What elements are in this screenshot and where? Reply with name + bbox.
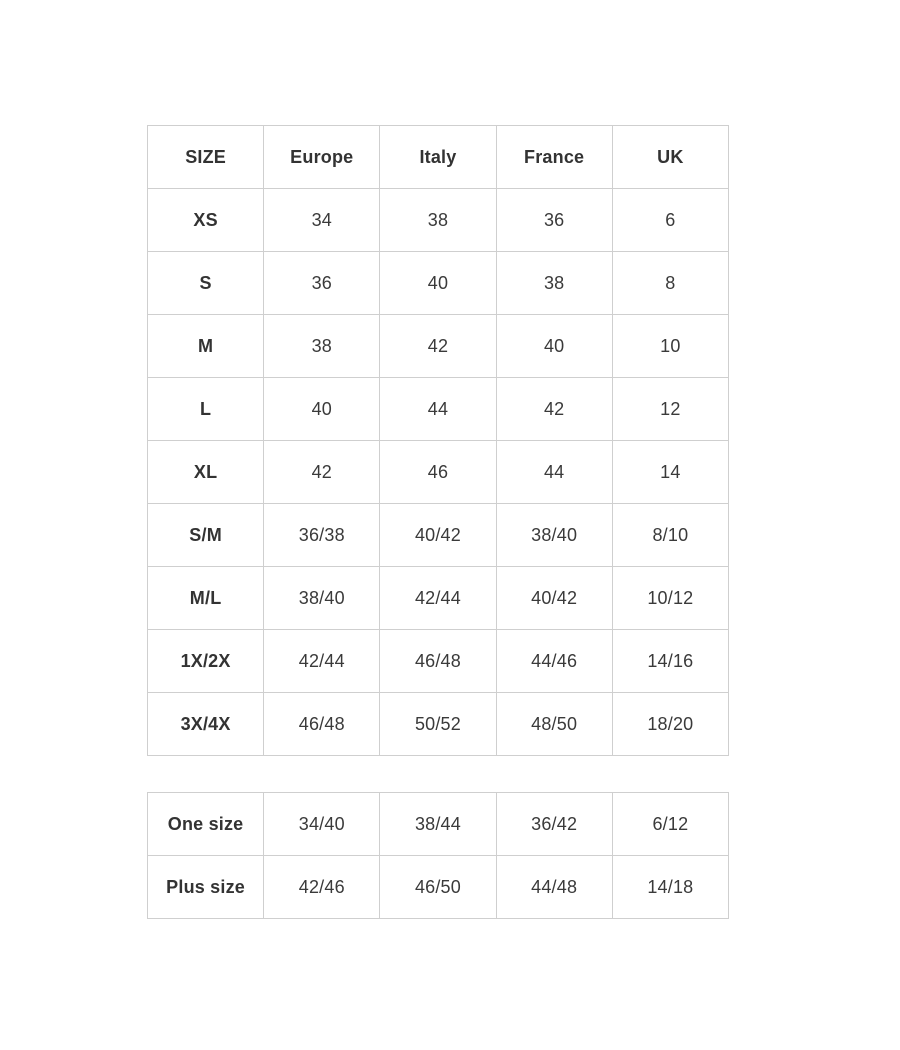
special-sizes-table <box>147 792 729 919</box>
size-value-cell: 12 <box>612 378 728 441</box>
size-value-cell: 6 <box>612 189 728 252</box>
size-label-cell: XL <box>148 441 264 504</box>
size-value-cell: 42 <box>496 378 612 441</box>
size-value-cell: 6/12 <box>612 793 728 856</box>
size-value-cell: 42/44 <box>264 630 380 693</box>
size-value-cell: 40 <box>264 378 380 441</box>
size-value-cell: 40/42 <box>496 567 612 630</box>
table-row <box>148 189 729 252</box>
column-header-europe: Europe <box>264 126 380 189</box>
column-header-france: France <box>496 126 612 189</box>
size-value-cell: 48/50 <box>496 693 612 756</box>
column-header-uk: UK <box>612 126 728 189</box>
table-row <box>148 856 729 919</box>
size-value-cell: 36/38 <box>264 504 380 567</box>
size-value-cell: 46/50 <box>380 856 496 919</box>
size-value-cell: 46/48 <box>380 630 496 693</box>
table-row <box>148 693 729 756</box>
size-conversion-table-body <box>148 189 729 756</box>
size-value-cell: 36 <box>496 189 612 252</box>
size-value-cell: 44/46 <box>496 630 612 693</box>
size-value-cell: 10/12 <box>612 567 728 630</box>
size-value-cell: 38/44 <box>380 793 496 856</box>
size-label-cell: XS <box>148 189 264 252</box>
size-value-cell: 38/40 <box>496 504 612 567</box>
size-value-cell: 36 <box>264 252 380 315</box>
size-value-cell: 8 <box>612 252 728 315</box>
size-label-cell: 1X/2X <box>148 630 264 693</box>
size-value-cell: 42/44 <box>380 567 496 630</box>
size-value-cell: 10 <box>612 315 728 378</box>
size-label-cell: 3X/4X <box>148 693 264 756</box>
size-value-cell: 42/46 <box>264 856 380 919</box>
size-value-cell: 40/42 <box>380 504 496 567</box>
size-value-cell: 8/10 <box>612 504 728 567</box>
size-value-cell: 46/48 <box>264 693 380 756</box>
size-value-cell: 38 <box>496 252 612 315</box>
size-value-cell: 34 <box>264 189 380 252</box>
size-value-cell: 50/52 <box>380 693 496 756</box>
size-value-cell: 44 <box>380 378 496 441</box>
table-row <box>148 378 729 441</box>
size-value-cell: 38 <box>264 315 380 378</box>
size-value-cell: 38 <box>380 189 496 252</box>
size-value-cell: 42 <box>380 315 496 378</box>
size-label-cell: Plus size <box>148 856 264 919</box>
header-row <box>148 126 729 189</box>
size-value-cell: 14 <box>612 441 728 504</box>
size-label-cell: One size <box>148 793 264 856</box>
size-value-cell: 36/42 <box>496 793 612 856</box>
table-row <box>148 567 729 630</box>
column-header-size: SIZE <box>148 126 264 189</box>
table-row <box>148 630 729 693</box>
size-value-cell: 40 <box>496 315 612 378</box>
size-value-cell: 46 <box>380 441 496 504</box>
size-label-cell: M <box>148 315 264 378</box>
size-value-cell: 44 <box>496 441 612 504</box>
size-label-cell: M/L <box>148 567 264 630</box>
table-row <box>148 441 729 504</box>
size-label-cell: S/M <box>148 504 264 567</box>
size-value-cell: 34/40 <box>264 793 380 856</box>
table-row <box>148 504 729 567</box>
table-row <box>148 315 729 378</box>
size-label-cell: S <box>148 252 264 315</box>
size-value-cell: 14/18 <box>612 856 728 919</box>
special-sizes-table-body <box>148 793 729 919</box>
size-value-cell: 42 <box>264 441 380 504</box>
size-label-cell: L <box>148 378 264 441</box>
size-conversion-table <box>147 125 729 756</box>
size-value-cell: 38/40 <box>264 567 380 630</box>
size-conversion-table-header <box>148 126 729 189</box>
size-value-cell: 44/48 <box>496 856 612 919</box>
size-value-cell: 14/16 <box>612 630 728 693</box>
table-row <box>148 793 729 856</box>
table-row <box>148 252 729 315</box>
column-header-italy: Italy <box>380 126 496 189</box>
size-value-cell: 40 <box>380 252 496 315</box>
size-value-cell: 18/20 <box>612 693 728 756</box>
